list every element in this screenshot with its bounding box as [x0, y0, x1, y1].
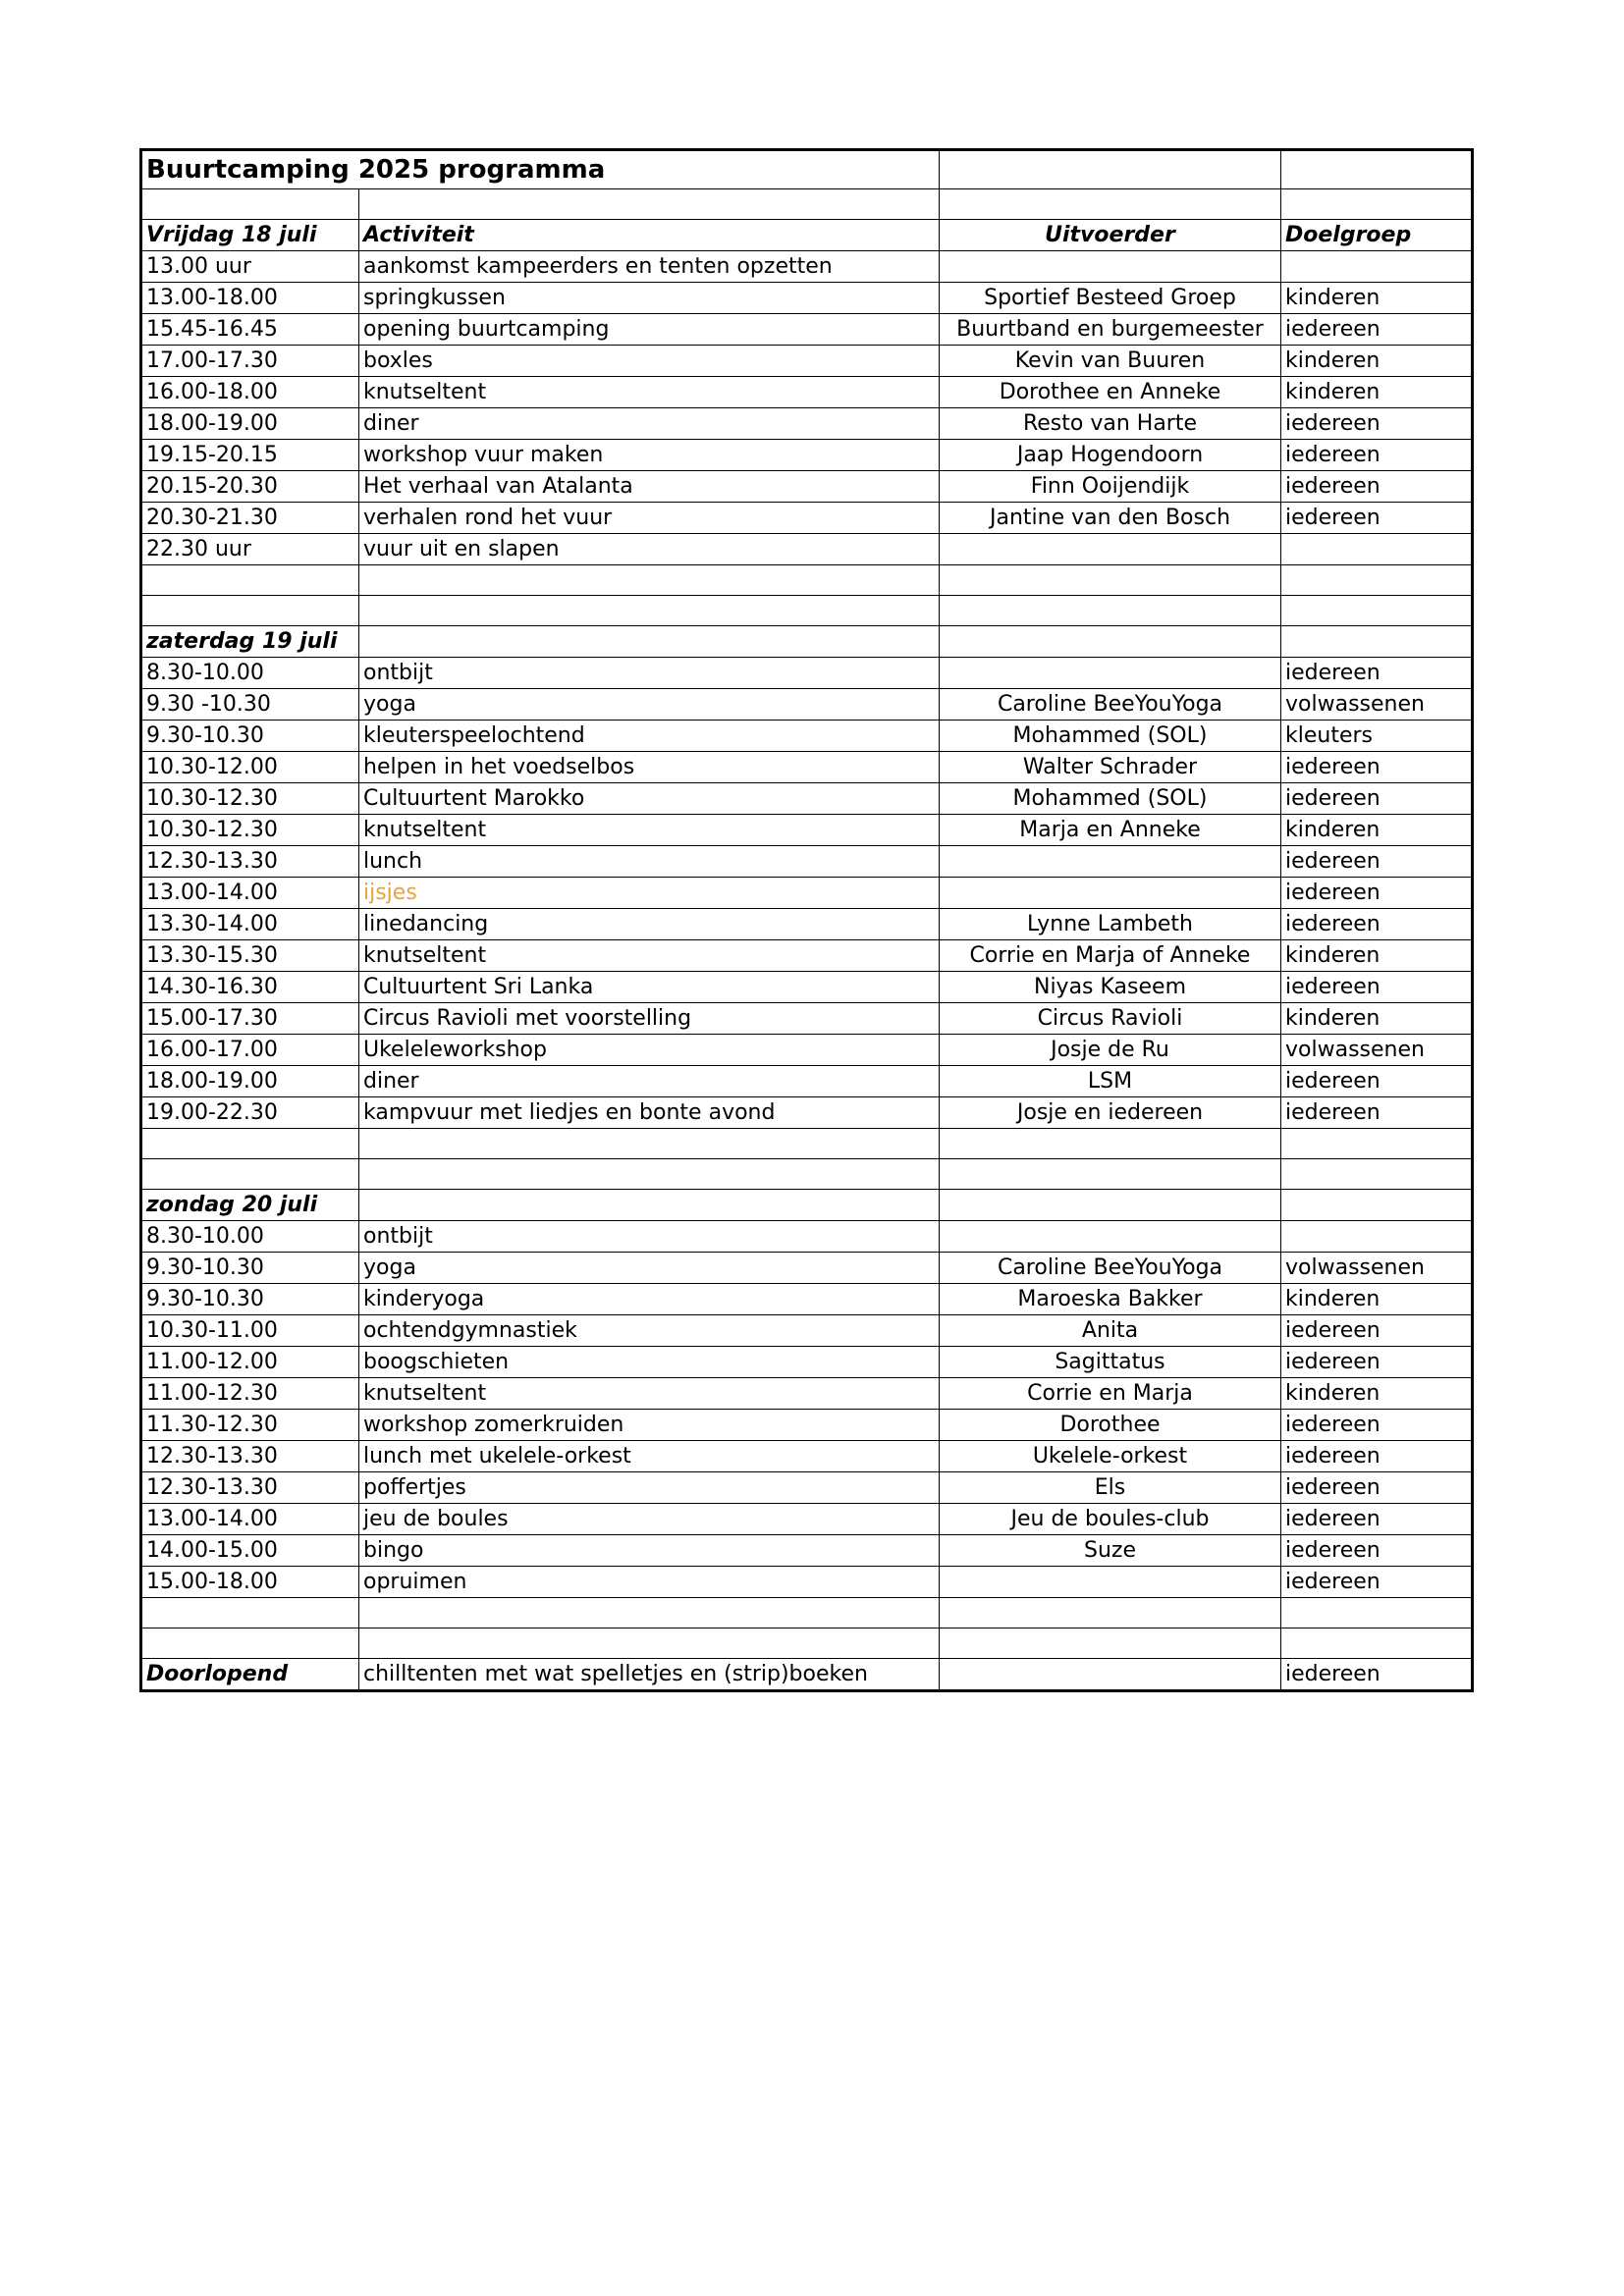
performer-cell: Sagittatus: [940, 1347, 1281, 1378]
performer-cell: Finn Ooijendijk: [940, 471, 1281, 503]
time-cell: 14.00-15.00: [141, 1535, 359, 1567]
time-cell: 13.30-15.30: [141, 940, 359, 972]
performer-cell: Corrie en Marja: [940, 1378, 1281, 1410]
time-cell: 10.30-11.00: [141, 1315, 359, 1347]
time-cell: 22.30 uur: [141, 534, 359, 565]
performer-cell: [940, 878, 1281, 909]
time-cell: 8.30-10.00: [141, 1221, 359, 1253]
activity-cell: opruimen: [359, 1567, 940, 1598]
header-row: [141, 220, 1473, 251]
activity-cell: knutseltent: [359, 815, 940, 846]
activity-cell: Circus Ravioli met voorstelling: [359, 1003, 940, 1035]
empty-cell: [940, 150, 1281, 189]
time-cell: 11.00-12.30: [141, 1378, 359, 1410]
table-row: [141, 1035, 1473, 1066]
activity-cell: Het verhaal van Atalanta: [359, 471, 940, 503]
audience-cell: iedereen: [1281, 471, 1473, 503]
time-cell: 9.30-10.30: [141, 1253, 359, 1284]
audience-cell: kinderen: [1281, 346, 1473, 377]
column-header-activity: Activiteit: [359, 220, 940, 251]
blank-row: [141, 1598, 1473, 1629]
time-cell: 17.00-17.30: [141, 346, 359, 377]
activity-cell: ontbijt: [359, 658, 940, 689]
activity-cell: ontbijt: [359, 1221, 940, 1253]
performer-cell: Mohammed (SOL): [940, 783, 1281, 815]
time-cell: 19.15-20.15: [141, 440, 359, 471]
program-table: [139, 148, 1474, 1692]
time-cell: 18.00-19.00: [141, 1066, 359, 1097]
empty-cell: [359, 1159, 940, 1190]
table-row: [141, 1535, 1473, 1567]
blank-row: [141, 565, 1473, 596]
empty-cell: [359, 1129, 940, 1159]
audience-cell: iedereen: [1281, 1567, 1473, 1598]
table-row: [141, 283, 1473, 314]
title-row: [141, 150, 1473, 189]
time-cell: 10.30-12.00: [141, 752, 359, 783]
performer-cell: Marja en Anneke: [940, 815, 1281, 846]
table-row: [141, 815, 1473, 846]
empty-cell: [359, 1190, 940, 1221]
audience-cell: kinderen: [1281, 815, 1473, 846]
activity-cell: aankomst kampeerders en tenten opzetten: [359, 251, 940, 283]
empty-cell: [940, 1598, 1281, 1629]
activity-cell: yoga: [359, 689, 940, 721]
empty-cell: [141, 565, 359, 596]
empty-cell: [940, 626, 1281, 658]
time-cell: 12.30-13.30: [141, 846, 359, 878]
performer-cell: LSM: [940, 1066, 1281, 1097]
performer-cell: Caroline BeeYouYoga: [940, 689, 1281, 721]
empty-cell: [940, 1190, 1281, 1221]
activity-cell: yoga: [359, 1253, 940, 1284]
audience-cell: iedereen: [1281, 1410, 1473, 1441]
audience-cell: [1281, 251, 1473, 283]
table-row: [141, 1097, 1473, 1129]
audience-cell: iedereen: [1281, 503, 1473, 534]
activity-cell: knutseltent: [359, 1378, 940, 1410]
table-row: [141, 1378, 1473, 1410]
audience-cell: kinderen: [1281, 283, 1473, 314]
blank-row: [141, 189, 1473, 220]
audience-cell: iedereen: [1281, 1472, 1473, 1504]
audience-cell: iedereen: [1281, 408, 1473, 440]
empty-cell: [359, 626, 940, 658]
activity-cell: ochtendgymnastiek: [359, 1315, 940, 1347]
table-row: [141, 1003, 1473, 1035]
audience-cell: [1281, 1221, 1473, 1253]
performer-cell: Kevin van Buuren: [940, 346, 1281, 377]
performer-cell: Ukelele-orkest: [940, 1441, 1281, 1472]
time-cell: 11.30-12.30: [141, 1410, 359, 1441]
table-row: [141, 1472, 1473, 1504]
table-row: [141, 1410, 1473, 1441]
table-row: [141, 1284, 1473, 1315]
table-row: [141, 658, 1473, 689]
table-row: [141, 440, 1473, 471]
day-label-friday: Vrijdag 18 juli: [141, 220, 359, 251]
audience-cell: kinderen: [1281, 377, 1473, 408]
table-row: [141, 1315, 1473, 1347]
activity-cell: poffertjes: [359, 1472, 940, 1504]
time-cell: 20.30-21.30: [141, 503, 359, 534]
empty-cell: [1281, 565, 1473, 596]
time-cell: 12.30-13.30: [141, 1472, 359, 1504]
activity-cell: knutseltent: [359, 377, 940, 408]
performer-cell: Els: [940, 1472, 1281, 1504]
audience-cell: iedereen: [1281, 846, 1473, 878]
activity-cell: boogschieten: [359, 1347, 940, 1378]
time-cell: 13.00-14.00: [141, 878, 359, 909]
performer-cell: Caroline BeeYouYoga: [940, 1253, 1281, 1284]
ongoing-label: Doorlopend: [141, 1659, 359, 1691]
time-cell: 12.30-13.30: [141, 1441, 359, 1472]
empty-cell: [940, 565, 1281, 596]
empty-cell: [1281, 150, 1473, 189]
audience-cell: kleuters: [1281, 721, 1473, 752]
time-cell: 13.00-18.00: [141, 283, 359, 314]
time-cell: 10.30-12.30: [141, 815, 359, 846]
empty-cell: [1281, 1190, 1473, 1221]
audience-cell: iedereen: [1281, 314, 1473, 346]
audience-cell: kinderen: [1281, 1378, 1473, 1410]
table-row: [141, 534, 1473, 565]
blank-row: [141, 1129, 1473, 1159]
empty-cell: [359, 565, 940, 596]
day-label-saturday: zaterdag 19 juli: [141, 626, 359, 658]
activity-cell: kleuterspeelochtend: [359, 721, 940, 752]
activity-cell: ijsjes: [359, 878, 940, 909]
table-row: [141, 1567, 1473, 1598]
activity-cell: knutseltent: [359, 940, 940, 972]
empty-cell: [940, 1129, 1281, 1159]
activity-cell: workshop zomerkruiden: [359, 1410, 940, 1441]
activity-cell: Cultuurtent Marokko: [359, 783, 940, 815]
performer-cell: [940, 1567, 1281, 1598]
activity-cell: springkussen: [359, 283, 940, 314]
table-row: [141, 1504, 1473, 1535]
audience-cell: iedereen: [1281, 1097, 1473, 1129]
performer-cell: Circus Ravioli: [940, 1003, 1281, 1035]
performer-cell: Dorothee: [940, 1410, 1281, 1441]
empty-cell: [359, 1629, 940, 1659]
performer-cell: Suze: [940, 1535, 1281, 1567]
performer-cell: Jantine van den Bosch: [940, 503, 1281, 534]
audience-cell: iedereen: [1281, 440, 1473, 471]
activity-cell: opening buurtcamping: [359, 314, 940, 346]
activity-cell: jeu de boules: [359, 1504, 940, 1535]
performer-cell: Dorothee en Anneke: [940, 377, 1281, 408]
blank-row: [141, 1159, 1473, 1190]
time-cell: 15.00-18.00: [141, 1567, 359, 1598]
table-row: [141, 251, 1473, 283]
blank-row: [141, 596, 1473, 626]
time-cell: 13.00-14.00: [141, 1504, 359, 1535]
audience-cell: iedereen: [1281, 1504, 1473, 1535]
audience-cell: iedereen: [1281, 1066, 1473, 1097]
empty-cell: [141, 1629, 359, 1659]
activity-cell: lunch met ukelele-orkest: [359, 1441, 940, 1472]
empty-cell: [359, 1598, 940, 1629]
day-header-row: [141, 626, 1473, 658]
time-cell: 16.00-18.00: [141, 377, 359, 408]
time-cell: 10.30-12.30: [141, 783, 359, 815]
audience-cell: iedereen: [1281, 752, 1473, 783]
table-row: [141, 972, 1473, 1003]
time-cell: 8.30-10.00: [141, 658, 359, 689]
activity-cell: diner: [359, 408, 940, 440]
table-row: [141, 721, 1473, 752]
table-row: [141, 377, 1473, 408]
audience-cell: iedereen: [1281, 1535, 1473, 1567]
performer-cell: Anita: [940, 1315, 1281, 1347]
activity-cell: verhalen rond het vuur: [359, 503, 940, 534]
table-row: [141, 1253, 1473, 1284]
empty-cell: [141, 1159, 359, 1190]
empty-cell: [1281, 1629, 1473, 1659]
audience-cell: iedereen: [1281, 1659, 1473, 1691]
table-row: [141, 689, 1473, 721]
audience-cell: iedereen: [1281, 878, 1473, 909]
audience-cell: volwassenen: [1281, 1253, 1473, 1284]
activity-cell: Cultuurtent Sri Lanka: [359, 972, 940, 1003]
activity-cell: helpen in het voedselbos: [359, 752, 940, 783]
performer-cell: Buurtband en burgemeester: [940, 314, 1281, 346]
performer-cell: Niyas Kaseem: [940, 972, 1281, 1003]
performer-cell: Resto van Harte: [940, 408, 1281, 440]
audience-cell: iedereen: [1281, 972, 1473, 1003]
audience-cell: kinderen: [1281, 1284, 1473, 1315]
table-row: [141, 846, 1473, 878]
audience-cell: iedereen: [1281, 909, 1473, 940]
activity-cell: diner: [359, 1066, 940, 1097]
table-row: [141, 408, 1473, 440]
time-cell: 14.30-16.30: [141, 972, 359, 1003]
table-row: [141, 1221, 1473, 1253]
empty-cell: [141, 1129, 359, 1159]
activity-cell: kinderyoga: [359, 1284, 940, 1315]
activity-cell: boxles: [359, 346, 940, 377]
column-header-audience: Doelgroep: [1281, 220, 1473, 251]
performer-cell: Mohammed (SOL): [940, 721, 1281, 752]
table-row: [141, 752, 1473, 783]
performer-cell: Jaap Hogendoorn: [940, 440, 1281, 471]
audience-cell: iedereen: [1281, 783, 1473, 815]
table-row: [141, 503, 1473, 534]
activity-cell: lunch: [359, 846, 940, 878]
audience-cell: volwassenen: [1281, 1035, 1473, 1066]
time-cell: 9.30-10.30: [141, 721, 359, 752]
activity-cell: workshop vuur maken: [359, 440, 940, 471]
audience-cell: iedereen: [1281, 1347, 1473, 1378]
time-cell: 13.30-14.00: [141, 909, 359, 940]
activity-cell: Ukeleleworkshop: [359, 1035, 940, 1066]
page-title: Buurtcamping 2025 programma: [141, 150, 940, 189]
empty-cell: [1281, 596, 1473, 626]
performer-cell: [940, 534, 1281, 565]
empty-cell: [359, 596, 940, 626]
empty-cell: [940, 1629, 1281, 1659]
table-row: [141, 878, 1473, 909]
time-cell: 11.00-12.00: [141, 1347, 359, 1378]
table-row: [141, 783, 1473, 815]
performer-cell: Lynne Lambeth: [940, 909, 1281, 940]
table-row: [141, 314, 1473, 346]
performer-cell: [940, 1659, 1281, 1691]
audience-cell: iedereen: [1281, 658, 1473, 689]
table-row: [141, 909, 1473, 940]
program-table-body: [141, 150, 1473, 1691]
performer-cell: [940, 846, 1281, 878]
performer-cell: Josje de Ru: [940, 1035, 1281, 1066]
empty-cell: [141, 1598, 359, 1629]
audience-cell: kinderen: [1281, 1003, 1473, 1035]
table-row: [141, 346, 1473, 377]
time-cell: 20.15-20.30: [141, 471, 359, 503]
activity-cell: kampvuur met liedjes en bonte avond: [359, 1097, 940, 1129]
blank-row: [141, 1629, 1473, 1659]
performer-cell: Corrie en Marja of Anneke: [940, 940, 1281, 972]
table-row: [141, 1066, 1473, 1097]
empty-cell: [940, 596, 1281, 626]
time-cell: 15.45-16.45: [141, 314, 359, 346]
time-cell: 13.00 uur: [141, 251, 359, 283]
empty-cell: [1281, 1159, 1473, 1190]
audience-cell: volwassenen: [1281, 689, 1473, 721]
performer-cell: Josje en iedereen: [940, 1097, 1281, 1129]
column-header-performer: Uitvoerder: [940, 220, 1281, 251]
empty-cell: [1281, 1598, 1473, 1629]
activity-cell: linedancing: [359, 909, 940, 940]
performer-cell: [940, 251, 1281, 283]
empty-cell: [1281, 1129, 1473, 1159]
time-cell: 19.00-22.30: [141, 1097, 359, 1129]
activity-cell: bingo: [359, 1535, 940, 1567]
ongoing-row: [141, 1659, 1473, 1691]
table-row: [141, 1347, 1473, 1378]
table-row: [141, 940, 1473, 972]
day-header-row: [141, 1190, 1473, 1221]
performer-cell: Sportief Besteed Groep: [940, 283, 1281, 314]
performer-cell: [940, 658, 1281, 689]
audience-cell: iedereen: [1281, 1441, 1473, 1472]
performer-cell: Jeu de boules-club: [940, 1504, 1281, 1535]
table-row: [141, 1441, 1473, 1472]
empty-cell: [1281, 626, 1473, 658]
audience-cell: iedereen: [1281, 1315, 1473, 1347]
audience-cell: [1281, 534, 1473, 565]
empty-cell: [141, 596, 359, 626]
activity-cell: chilltenten met wat spelletjes en (strip)boeken: [359, 1659, 940, 1691]
empty-cell: [940, 1159, 1281, 1190]
time-cell: 9.30 -10.30: [141, 689, 359, 721]
time-cell: 18.00-19.00: [141, 408, 359, 440]
time-cell: 16.00-17.00: [141, 1035, 359, 1066]
table-row: [141, 471, 1473, 503]
performer-cell: [940, 1221, 1281, 1253]
day-label-sunday: zondag 20 juli: [141, 1190, 359, 1221]
audience-cell: kinderen: [1281, 940, 1473, 972]
performer-cell: Walter Schrader: [940, 752, 1281, 783]
time-cell: 9.30-10.30: [141, 1284, 359, 1315]
time-cell: 15.00-17.30: [141, 1003, 359, 1035]
activity-cell: vuur uit en slapen: [359, 534, 940, 565]
performer-cell: Maroeska Bakker: [940, 1284, 1281, 1315]
